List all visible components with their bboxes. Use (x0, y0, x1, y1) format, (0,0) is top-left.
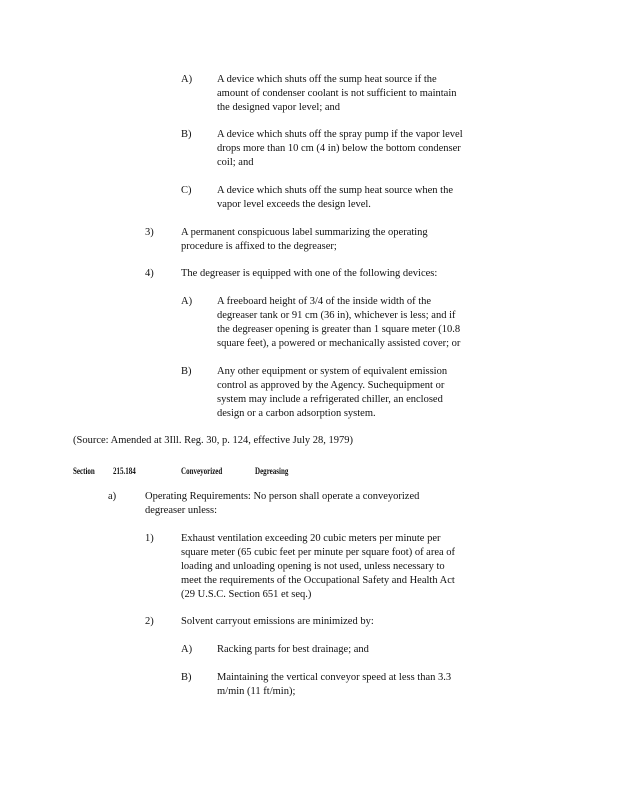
item-text (217, 128, 497, 170)
section-title-word-1: Conveyorized (181, 466, 223, 476)
text-line: the degreaser opening is greater than 1 square meter (10.8 (217, 324, 461, 335)
text-line: loading and unloading opening is not used, unless necessary to (181, 561, 445, 572)
text-line: system may include a refrigerated chiller, an enclosed (217, 394, 443, 405)
text-line: Exhaust ventilation exceeding 20 cubic meters per minute per (181, 533, 441, 544)
item-text (217, 671, 497, 699)
text-line: (29 U.S.C. Section 651 et seq.) (181, 589, 312, 600)
item-text (217, 73, 497, 115)
item-text (181, 615, 481, 629)
item-text (145, 490, 465, 518)
text-line: amount of condenser coolant is not sufficient to maintain (217, 88, 457, 99)
text-line: drops more than 10 cm (4 in) below the bottom condenser (217, 143, 461, 154)
section-title-word-2: Degreasing (255, 466, 289, 476)
text-line: design or a carbon adsorption system. (217, 408, 376, 419)
text-line: square meter (65 cubic feet per minute per square foot) of area of (181, 547, 456, 558)
item-label: 1) (145, 533, 154, 544)
text-line: Maintaining the vertical conveyor speed at less than 3.3 (217, 672, 452, 683)
item-text (217, 365, 497, 421)
text-line: A device which shuts off the sump heat source if the (217, 74, 437, 85)
item-label: A) (181, 296, 193, 307)
text-line: control as approved by the Agency. Suchequipment or (217, 380, 445, 391)
section-number: Section (73, 466, 95, 476)
item-label: 2) (145, 616, 154, 627)
item-label: C) (181, 185, 192, 196)
item-text (217, 184, 497, 212)
text-line: A freeboard height of 3/4 of the inside width of the (217, 296, 432, 307)
item-label: B) (181, 672, 192, 683)
text-line: degreaser tank or 91 cm (36 in), whichever is less; and if (217, 310, 456, 321)
text-line: vapor level exceeds the design level. (217, 199, 371, 210)
item-label: a) (108, 491, 117, 502)
item-label: 4) (145, 268, 154, 279)
source-note: (Source: Amended at 3Ill. Reg. 30, p. 124, effective July 28, 1979) (73, 435, 354, 446)
text-line: Racking parts for best drainage; and (217, 644, 369, 655)
text-line: meet the requirements of the Occupational Safety and Health Act (181, 575, 455, 586)
text-line: m/min (11 ft/min); (217, 686, 296, 697)
item-text (181, 532, 497, 602)
item-label: B) (181, 129, 192, 140)
item-label: B) (181, 366, 192, 377)
text-line: coil; and (217, 157, 254, 168)
text-line: Any other equipment or system of equivalent emission (217, 366, 448, 377)
item-text (217, 643, 497, 657)
text-line: A device which shuts off the sump heat source when the (217, 185, 453, 196)
section-id: 215.184 (113, 466, 136, 476)
text-line: procedure is affixed to the degreaser; (181, 241, 337, 252)
item-label: A) (181, 74, 193, 85)
text-line: Operating Requirements: No person shall operate a conveyorized (145, 491, 420, 502)
text-line: degreaser unless: (145, 505, 218, 516)
item-text (217, 295, 497, 351)
text-line: The degreaser is equipped with one of the following devices: (181, 268, 438, 279)
text-line: Solvent carryout emissions are minimized by: (181, 616, 374, 627)
text-line: square feet), a powered or mechanically assisted cover; or (217, 338, 461, 349)
item-label: A) (181, 644, 193, 655)
item-text (181, 226, 461, 254)
text-line: A permanent conspicuous label summarizing the operating (181, 227, 428, 238)
item-label: 3) (145, 227, 154, 238)
item-text (181, 267, 481, 281)
text-line: the designed vapor level; and (217, 102, 341, 113)
text-line: A device which shuts off the spray pump if the vapor level (217, 129, 463, 140)
